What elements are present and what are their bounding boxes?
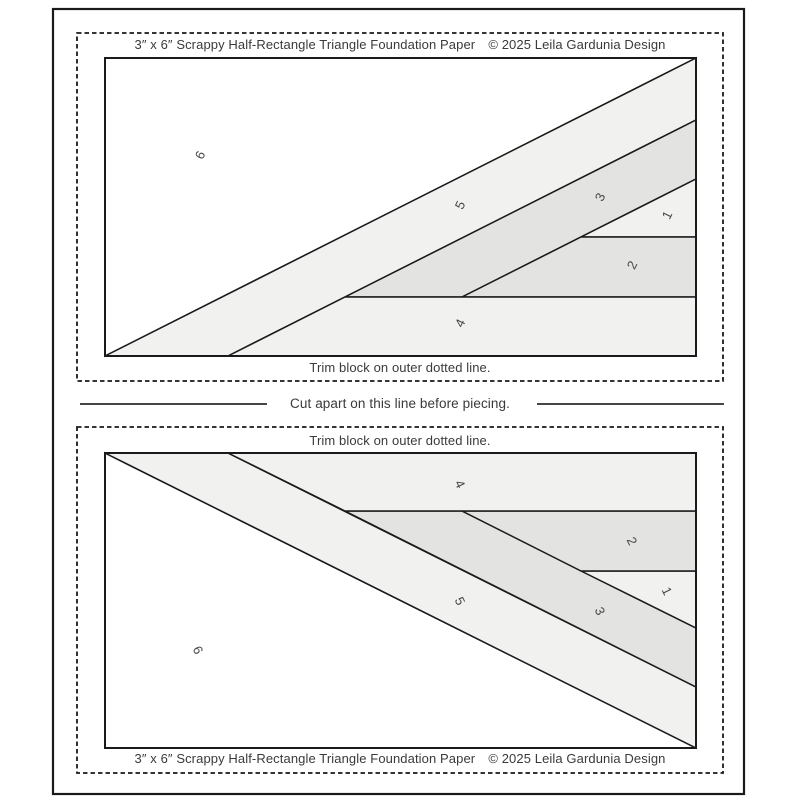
bottom-piece-2-label: 2: [623, 534, 641, 548]
top-piece-3-label: 3: [591, 190, 609, 204]
bottom-piece-3-label: 3: [591, 604, 609, 618]
bottom-block-title: 3″ x 6″ Scrappy Half-Rectangle Triangle Foundation Paper © 2025 Leila Gardunia Design: [134, 751, 666, 766]
top-piece-1-label: 1: [658, 208, 676, 222]
top-piece-6-label: 6: [191, 148, 209, 162]
bottom-foundation-block: [104, 452, 697, 749]
bottom-block-trim-note: Trim block on outer dotted line.: [309, 433, 491, 448]
top-piece-5-label: 5: [451, 198, 469, 212]
bottom-piece-5-label: 5: [451, 594, 469, 608]
bottom-piece-4-label: 4: [451, 477, 469, 491]
top-foundation-block: [104, 57, 697, 357]
cut-divider-label: Cut apart on this line before piecing.: [290, 396, 510, 411]
bottom-piece-6-label: 6: [189, 643, 207, 657]
bottom-piece-1-label: 1: [658, 584, 676, 598]
top-piece-2-label: 2: [623, 258, 641, 272]
top-block-trim-note: Trim block on outer dotted line.: [309, 360, 491, 375]
top-piece-4-label: 4: [451, 316, 469, 330]
top-block-title: 3″ x 6″ Scrappy Half-Rectangle Triangle Foundation Paper © 2025 Leila Gardunia Design: [134, 37, 666, 52]
